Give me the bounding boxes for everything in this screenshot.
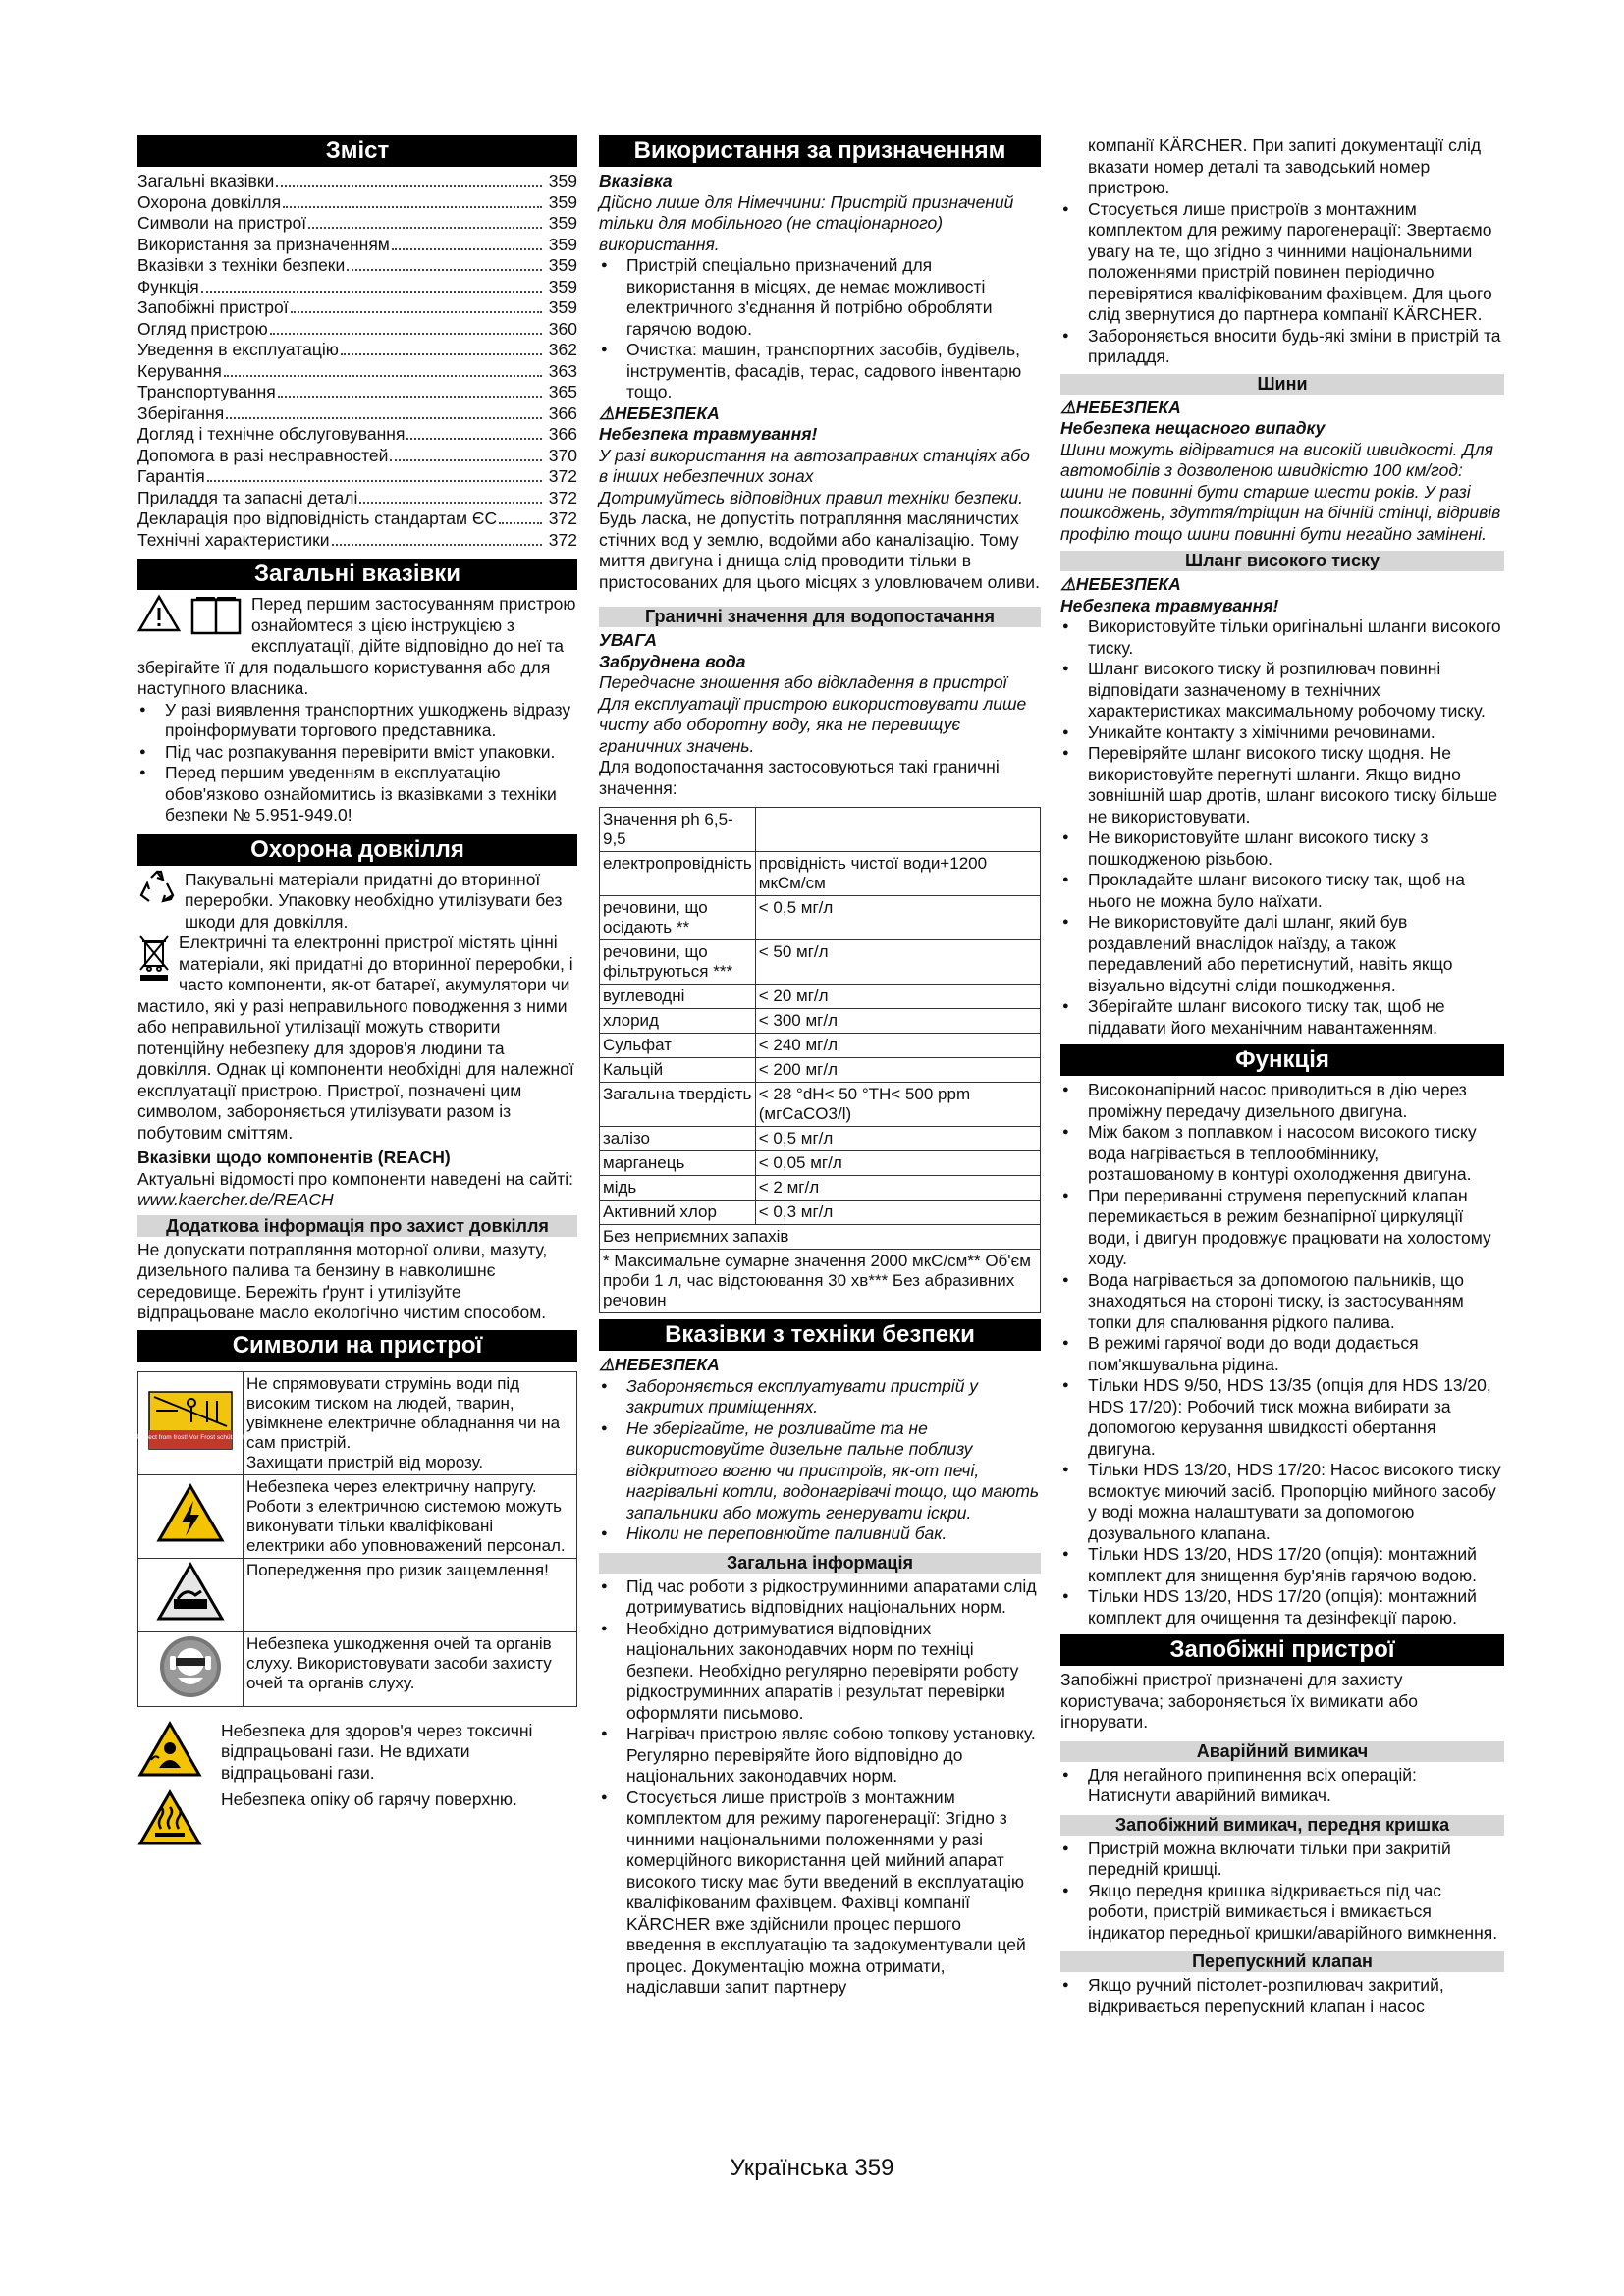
list-item: ● В режимі гарячої води до води додається пом'якшувальна рідина. xyxy=(1060,1333,1504,1375)
crossed-bin-icon xyxy=(137,933,171,988)
limit-value-cell: < 2 мг/л xyxy=(755,1176,1040,1201)
list-item: ● Не використовуйте далі шланг, який був роздавлений внаслідок наїзду, а також передавлений або перетиснутий, навіть якщо візуально відсутні сліди пошкодження. xyxy=(1060,912,1504,996)
use-title: Використання за призначенням xyxy=(599,135,1041,167)
cover-bullets xyxy=(1060,1839,1504,1945)
use-note-text: Дійсно лише для Німеччини: Пристрій призначений тільки для мобільного (не стаціонарного) використання. xyxy=(599,191,1014,254)
toc-entry-label: Догляд і технічне обслуговування xyxy=(137,424,406,444)
toc-entry-page: 370 xyxy=(548,445,577,465)
limits-caution-text: Передчасне зношення або відкладення в пристрої Для експлуатації пристрою використовувати лише чисту або оборотну воду, яка не перевищує граничних значень. xyxy=(599,672,1027,756)
manual-book-icon xyxy=(189,594,244,643)
toc-leader xyxy=(347,269,542,271)
crush-hazard-icon xyxy=(138,1558,244,1631)
toc-entry-page: 359 xyxy=(548,234,577,254)
list-item: ● Якщо ручний пістолет-розпилювач закритий, відкривається перепускний клапан і насос xyxy=(1060,1975,1504,2017)
toc-entry[interactable] xyxy=(137,297,577,319)
limit-parameter-cell: Кальцій xyxy=(600,1058,756,1083)
toc-leader xyxy=(406,438,542,440)
toc-entry-label: Декларація про відповідність стандартам ЄС xyxy=(137,508,498,528)
toc-entry-label: Вказівки з техніки безпеки xyxy=(137,255,346,275)
limit-parameter-cell: залізо xyxy=(600,1127,756,1151)
limit-value-cell: < 0,5 мг/л xyxy=(755,1127,1040,1151)
limits-table xyxy=(599,807,1041,1313)
limit-parameter-cell: вуглеводні xyxy=(600,985,756,1009)
limit-value-cell: < 240 мг/л xyxy=(755,1034,1040,1058)
toc-entry[interactable] xyxy=(137,255,577,277)
env-weee-text: Електричні та електронні пристрої містять цінні матеріали, які придатні до вторинної переробки, і часто компоненти, як-от батареї, акумулятори чи мастило, які у разі неправильного поводження з ними або неправильної утилізації можуть створити потенційну небезпеку для здоров'я людини та довкілля. Однак ці компоненти необхідні для належної експлуатації пристрою. Пристрої, позначені цим символом, забороняється утилізувати разом із побутовим сміттям. xyxy=(137,933,574,1143)
table-row xyxy=(600,808,1041,852)
toc-leader xyxy=(201,291,542,293)
estop-title: Аварійний вимикач xyxy=(1060,1741,1504,1762)
toc-entry-page: 366 xyxy=(548,402,577,423)
toc-entry-page: 372 xyxy=(548,487,577,507)
limits-footnote-cell: * Максимальне сумарне значення 2000 мкС/см** Об'єм проби 1 л, час відстоювання 30 хв*** Без абразивних речовин xyxy=(600,1250,1041,1313)
env-weee-block xyxy=(137,933,577,1144)
toc-entry[interactable] xyxy=(137,466,577,488)
toc-entry[interactable] xyxy=(137,446,577,467)
electric-hazard-icon xyxy=(138,1474,244,1558)
toc-entry-page: 359 xyxy=(548,255,577,275)
toc-entry-page: 359 xyxy=(548,213,577,233)
symbol-text: Не спрямовувати струмінь води під високим тиском на людей, тварин, увімкнене електричне обладнання чи на сам пристрій. Захищати пристрій від морозу. xyxy=(244,1371,577,1474)
limit-parameter-cell: електропровідність xyxy=(600,852,756,896)
list-item: ● Стосується лише пристроїв з монтажним комплектом для режиму парогенерації: Згідно з чинними національними положеннями у разі комерційного використання цей мийний апарат високого тиску має бути введений в експлуатацію кваліфікованим фахівцем. Фахівці компанії KÄRCHER вже здійснили процес першого введення в експлуатацію та задокументували цей процес. Документацію можна отримати, надіславши запит партнеру xyxy=(599,1788,1041,1999)
toc-leader xyxy=(332,544,542,546)
toc-entry[interactable] xyxy=(137,403,577,425)
use-danger-label: ⚠НЕБЕЗПЕКА xyxy=(599,402,720,423)
list-item: ● Між баком з поплавком і насосом високого тиску вода нагрівається в теплообміннику, розташованому в контурі охолодження двигуна. xyxy=(1060,1122,1504,1186)
toc-entry-label: Символи на пристрої xyxy=(137,213,307,233)
cover-switch-title: Запобіжний вимикач, передня кришка xyxy=(1060,1815,1504,1836)
use-danger-sub: Небезпека травмування! xyxy=(599,424,818,444)
column-3 xyxy=(1060,135,1504,2017)
list-item: ● Не зберігайте, не розливайте та не використовуйте дизельне пальне поблизу відкритого вогню чи пристроїв, як-от печі, нагрівальні котли, водонагрівачі тощо, що мають запальники або можуть генерувати іскри. xyxy=(599,1418,1041,1524)
env-title: Охорона довкілля xyxy=(137,834,577,866)
list-item: ● Перевіряйте шланг високого тиску щодня. Не використовуйте перегнуті шланги. Якщо видно зовнішній шар дротів, шланг високого тиску більше не використовувати. xyxy=(1060,743,1504,828)
function-title: Функція xyxy=(1060,1044,1504,1076)
toc-entry-page: 359 xyxy=(548,276,577,296)
bypass-bullets xyxy=(1060,1975,1504,2017)
table-row xyxy=(600,940,1041,985)
list-item: ● Уникайте контакту з хімічними речовинами. xyxy=(1060,722,1504,744)
toc-entry-label: Керування xyxy=(137,360,222,381)
toc-entry-label: Загальні вказівки xyxy=(137,171,275,190)
list-item: ● Не використовуйте шланг високого тиску з пошкодженою різьбою. xyxy=(1060,828,1504,870)
table-row xyxy=(600,1009,1041,1034)
limit-value-cell xyxy=(755,808,1040,852)
toc-entry-label: Використання за призначенням xyxy=(137,234,390,254)
toxic-gas-row xyxy=(137,1721,577,1785)
safety-gen-title: Загальна інформація xyxy=(599,1553,1041,1574)
column-1 xyxy=(137,135,577,1852)
list-item: ● Прокладайте шланг високого тиску так, щоб на нього не можна було наїхати. xyxy=(1060,870,1504,912)
limit-parameter-cell: мідь xyxy=(600,1176,756,1201)
table-row xyxy=(600,985,1041,1009)
list-item: ● Якщо передня кришка відкривається під час роботи, пристрій вимикається і вмикається індикатор передньої кришки/аварійного вимкнення. xyxy=(1060,1881,1504,1945)
env-extra-title: Додаткова інформація про захист довкілля xyxy=(137,1215,577,1237)
general-intro-text: Перед першим застосуванням пристрою ознайомтеся з цією інструкцією з експлуатації, дійте відповідно до неї та зберігайте її для подальшого користування або для наступного власника. xyxy=(137,594,576,698)
toc-entry-label: Уведення в експлуатацію xyxy=(137,340,339,359)
toc-entry-page: 363 xyxy=(548,360,577,381)
limit-parameter-cell: Сульфат xyxy=(600,1034,756,1058)
list-item: ● Високонапірний насос приводиться в дію через проміжну передачу дизельного двигуна. xyxy=(1060,1080,1504,1122)
toc-entry[interactable] xyxy=(137,361,577,383)
use-danger-text2: Дотримуйтесь відповідних правил техніки безпеки. xyxy=(599,487,1023,507)
reach-title: Вказівки щодо компонентів (REACH) xyxy=(137,1148,451,1167)
toc-entry[interactable] xyxy=(137,530,577,552)
toc-entry[interactable] xyxy=(137,382,577,403)
limit-value-cell: провідність чистої води+1200 мкСм/см xyxy=(755,852,1040,896)
limit-parameter-cell: марганець xyxy=(600,1151,756,1176)
toc-leader xyxy=(283,206,542,208)
list-item: ● Зберігайте шланг високого тиску так, щоб не піддавати його механічним навантаженням. xyxy=(1060,996,1504,1039)
reach-link[interactable]: www.kaercher.de/REACH xyxy=(137,1190,334,1209)
list-item: ● Використовуйте тільки оригінальні шланги високого тиску. xyxy=(1060,616,1504,659)
toc-leader xyxy=(207,480,542,482)
hose-danger-sub: Небезпека травмування! xyxy=(1060,595,1279,615)
list-item: ● Тільки HDS 9/50, HDS 13/35 (опція для HDS 13/20, HDS 17/20): Робочий тиск можна вибирати за допомогою керування швидкості обертання двигуна. xyxy=(1060,1375,1504,1460)
list-item: ● Шланг високого тиску й розпилювач повинні відповідати зазначеному в технічних характеристиках максимальному робочому тиску. xyxy=(1060,659,1504,722)
safety-danger-label: ⚠НЕБЕЗПЕКА xyxy=(599,1355,720,1374)
toc-leader xyxy=(341,353,542,355)
eye-ear-protection-icon xyxy=(138,1631,244,1706)
table-row xyxy=(600,1127,1041,1151)
limit-parameter-cell: хлорид xyxy=(600,1009,756,1034)
use-note-label: Вказівка xyxy=(599,171,673,190)
toc-entry-page: 360 xyxy=(548,318,577,339)
toc-entry-page: 362 xyxy=(548,340,577,359)
toc-leader xyxy=(270,333,542,335)
limit-parameter-cell: речовини, що осідають ** xyxy=(600,896,756,940)
warning-triangle-icon xyxy=(137,594,181,639)
toc-leader xyxy=(499,522,542,524)
toxic-gas-icon xyxy=(137,1721,221,1785)
symbol-text: Небезпека через електричну напругу. Роботи з електричною системою можуть виконувати тільки кваліфіковані електрики або уповноважений персонал. xyxy=(244,1474,577,1558)
toc-entry-label: Функція xyxy=(137,276,199,296)
toc-title: Зміст xyxy=(137,135,577,167)
tyres-danger-label: ⚠НЕБЕЗПЕКА xyxy=(1060,397,1181,417)
list-item: ● Пристрій спеціально призначений для використання в місцях, де немає можливості електричного з'єднання й потрібно обробляти гарячою водою. xyxy=(599,255,1041,340)
footer-language: Українська xyxy=(730,2155,848,2181)
table-row xyxy=(600,896,1041,940)
use-bullets xyxy=(599,255,1041,403)
symbols-title: Символи на пристрої xyxy=(137,1330,577,1362)
danger-triangle-icon: ⚠ xyxy=(599,402,615,423)
general-intro-block xyxy=(137,594,577,700)
limit-value-cell: < 20 мг/л xyxy=(755,985,1040,1009)
limits-plain-text: Для водопостачання застосовуються такі граничні значення: xyxy=(599,757,1000,798)
toc-entry[interactable] xyxy=(137,171,577,192)
recycle-icon xyxy=(137,870,177,913)
toc-entry[interactable] xyxy=(137,488,577,509)
list-item: ● Забороняється експлуатувати пристрій у закритих приміщеннях. xyxy=(599,1376,1041,1418)
symbol-row xyxy=(138,1631,577,1706)
table-row xyxy=(600,1058,1041,1083)
list-item: ● Для негайного припинення всіх операцій: Натиснути аварійний вимикач. xyxy=(1060,1765,1504,1807)
toc-leader xyxy=(226,417,542,419)
tyres-title: Шини xyxy=(1060,374,1504,395)
symbol-text: Небезпека ушкодження очей та органів слуху. Використовувати засоби захисту очей та органів слуху. xyxy=(244,1631,577,1706)
symbols-table xyxy=(137,1371,577,1707)
toc-leader xyxy=(224,375,542,377)
limits-odour-cell: Без неприємних запахів xyxy=(600,1225,1041,1250)
page-footer xyxy=(0,2155,1624,2181)
table-row xyxy=(600,1176,1041,1201)
safety-general-bullets xyxy=(599,1576,1041,1999)
toc-entry-label: Зберігання xyxy=(137,402,225,423)
toc-leader xyxy=(359,502,542,504)
symbol-row xyxy=(138,1558,577,1631)
limit-value-cell: < 0,5 мг/л xyxy=(755,896,1040,940)
symbol-row xyxy=(138,1474,577,1558)
toc-entry[interactable] xyxy=(137,508,577,530)
toc-leader xyxy=(278,396,542,398)
footer-page-number: 359 xyxy=(854,2155,894,2181)
list-item: ● Тільки HDS 13/20, HDS 17/20 (опція): монтажний комплект для знищення бур'янів гарячою водою. xyxy=(1060,1544,1504,1586)
table-row xyxy=(600,1250,1041,1313)
bypass-valve-title: Перепускний клапан xyxy=(1060,1951,1504,1972)
list-item: ● Під час розпакування перевірити вміст упаковки. xyxy=(137,742,577,764)
hot-surface-row xyxy=(137,1789,577,1852)
env-recycle-text: Пакувальні матеріали придатні до вторинної переробки. Упаковку необхідно утилізувати без шкоди для довкілля. xyxy=(185,869,563,932)
toc-entry-label: Транспортування xyxy=(137,382,276,401)
list-item: ● При переривaнні струменя перепускний клапан перемикається в режим безнапірної циркуляції води, і двигун продовжує працювати на холостому ходу. xyxy=(1060,1186,1504,1270)
toc-entry[interactable] xyxy=(137,319,577,341)
safety-bullets xyxy=(599,1376,1041,1545)
toc-entry[interactable] xyxy=(137,424,577,446)
safety-title: Вказівки з техніки безпеки xyxy=(599,1319,1041,1351)
svg-text:Protect from frost! Vor Frost: Protect from frost! Vor Frost schützen! xyxy=(136,1434,244,1441)
toc-entry-label: Приладдя та запасні деталі xyxy=(137,487,358,507)
list-item: ● Тільки HDS 13/20, HDS 17/20: Насос високого тиску всмоктує миючий засіб. Пропорцію мийного засобу у воді можна налаштувати за допомогою дозувального клапана. xyxy=(1060,1460,1504,1544)
reach-text: Актуальні відомості про компоненти наведені на сайті: www.kaercher.de/REACH xyxy=(137,1168,574,1209)
hose-bullets xyxy=(1060,616,1504,1039)
limit-value-cell: < 28 °dH< 50 °TH< 500 ppm (мгCaCO3/l) xyxy=(755,1083,1040,1127)
toc-entry-label: Огляд пристрою xyxy=(137,318,268,339)
use-plain-text: Будь ласка, не допустіть потрапляння масляничстих стічних вод у землю, водойми або каналізацію. Тому миття двигуна і днища слід проводити тільки в пристосованих для цього місцях з уловлювачем оливи. xyxy=(599,508,1040,592)
hose-title: Шланг високого тиску xyxy=(1060,551,1504,571)
table-row xyxy=(600,1151,1041,1176)
tyres-danger-sub: Небезпека нещасного випадку xyxy=(1060,418,1326,438)
protective-devices-text: Запобіжні пристрої призначені для захисту користувача; забороняється їх вимикати або ігнорувати. xyxy=(1060,1670,1418,1732)
env-recycle-block xyxy=(137,870,577,934)
toc-entry[interactable] xyxy=(137,340,577,361)
col3-bullets xyxy=(1060,199,1504,368)
symbol-row xyxy=(138,1371,577,1474)
toc-entry-page: 366 xyxy=(548,424,577,444)
column-2 xyxy=(599,135,1041,1999)
list-item: ● Тільки HDS 13/20, HDS 17/20 (опція): монтажний комплект для очищення та дезінфекції парою. xyxy=(1060,1586,1504,1629)
danger-triangle-icon: ⚠ xyxy=(1060,574,1076,594)
table-of-contents xyxy=(137,171,577,551)
toc-entry[interactable] xyxy=(137,277,577,298)
toc-entry-label: Гарантія xyxy=(137,466,205,486)
use-danger-text1: У разі використання на автозаправних станціях або в інших небезпечних зонах xyxy=(599,445,1030,486)
toc-entry-page: 372 xyxy=(548,508,577,528)
hot-surface-icon xyxy=(137,1789,221,1852)
limit-value-cell: < 300 мг/л xyxy=(755,1009,1040,1034)
limit-parameter-cell: речовини, що фільтруються *** xyxy=(600,940,756,985)
danger-triangle-icon: ⚠ xyxy=(1060,397,1076,417)
list-item: ● Ніколи не переповнюйте паливний бак. xyxy=(599,1523,1041,1545)
toc-entry-label: Допомога в разі несправностей xyxy=(137,445,389,465)
protective-devices-title: Запобіжні пристрої xyxy=(1060,1634,1504,1666)
estop-bullets xyxy=(1060,1765,1504,1807)
toc-entry-page: 372 xyxy=(548,466,577,486)
symbol-text: Попередження про ризик защемлення! xyxy=(244,1558,577,1631)
table-row xyxy=(600,1201,1041,1225)
general-title: Загальні вказівки xyxy=(137,559,577,590)
toc-entry-page: 359 xyxy=(548,191,577,212)
hot-surface-text: Небезпека опіку об гарячу поверхню. xyxy=(221,1789,517,1809)
limits-caution-sub: Забруднена вода xyxy=(599,651,746,671)
list-item: ● Перед першим уведенням в експлуатацію обов'язково ознайомитись із вказівками з техніки безпеки № 5.951-949.0! xyxy=(137,763,577,827)
toc-leader xyxy=(390,459,542,461)
toc-entry-label: Технічні характеристики xyxy=(137,529,330,550)
limit-value-cell: < 50 мг/л xyxy=(755,940,1040,985)
toc-leader xyxy=(392,248,542,250)
list-item: ● Забороняється вносити будь-які зміни в пристрій та приладдя. xyxy=(1060,326,1504,368)
table-row xyxy=(600,1083,1041,1127)
toc-entry[interactable] xyxy=(137,213,577,235)
toc-entry[interactable] xyxy=(137,235,577,256)
table-row xyxy=(600,1225,1041,1250)
limit-parameter-cell: Загальна твердість xyxy=(600,1083,756,1127)
limit-parameter-cell: Активний хлор xyxy=(600,1201,756,1225)
function-bullets xyxy=(1060,1080,1504,1629)
toc-entry-page: 359 xyxy=(548,297,577,317)
limits-caution-label: УВАГА xyxy=(599,630,657,650)
water-jet-warning-icon xyxy=(138,1371,244,1474)
hose-danger-label: ⚠НЕБЕЗПЕКА xyxy=(1060,574,1181,594)
continued-text: компанії KÄRCHER. При запиті документації слід вказати номер деталі та заводський номер пристрою. xyxy=(1088,135,1482,197)
list-item: ● У разі виявлення транспортних ушкоджень відразу проінформувати торгового представника. xyxy=(137,700,577,742)
toc-leader xyxy=(276,185,542,187)
danger-triangle-icon: ⚠ xyxy=(599,1355,615,1374)
limit-parameter-cell: Значення ph 6,5-9,5 xyxy=(600,808,756,852)
list-item: ● Очистка: машин, транспортних засобів, будівель, інструментів, фасадів, терас, садового інвентарю тощо. xyxy=(599,340,1041,403)
list-item: ● Вода нагрівається за допомогою пальників, що знаходяться на стороні тиску, із застосуванням топки для спалювання рідкого палива. xyxy=(1060,1270,1504,1334)
list-item: ● Пристрій можна включати тільки при закритій передній кришці. xyxy=(1060,1839,1504,1881)
table-row xyxy=(600,1034,1041,1058)
env-extra-text: Не допускати потрапляння моторної оливи, мазуту, дизельного палива та бензину в навколишнє середовище. Бережіть ґрунт і утилізуйте відпрацьоване масло екологічно чистим способом. xyxy=(137,1239,548,1322)
list-item: ● Під час роботи з рідкоструминними апаратами слід дотримуватись відповідних національних норм. xyxy=(599,1576,1041,1619)
limits-title: Граничні значення для водопостачання xyxy=(599,607,1041,627)
limit-value-cell: < 0,3 мг/л xyxy=(755,1201,1040,1225)
list-item: ● Стосується лише пристроїв з монтажним комплектом для режиму парогенерації: Звертаємо увагу на те, що згідно з чинними національними положеннями пристрій повинен періодично перевірятися кваліфікованим фахівцем. Для цього слід звернутися до партнера компанії KÄRCHER. xyxy=(1060,199,1504,326)
table-row xyxy=(600,852,1041,896)
toc-entry-label: Охорона довкілля xyxy=(137,191,282,212)
limit-value-cell: < 200 мг/л xyxy=(755,1058,1040,1083)
toc-entry-label: Запобіжні пристрої xyxy=(137,297,289,317)
limit-value-cell: < 0,05 мг/л xyxy=(755,1151,1040,1176)
toc-entry-page: 372 xyxy=(548,529,577,550)
list-item: ● Необхідно дотримуватися відповідних національних законодавчих норм по техніці безпеки. Необхідно регулярно перевіряти роботу рідкоструминних апаратів і результат перевірки оформляти письмово. xyxy=(599,1619,1041,1725)
toc-leader xyxy=(308,227,542,229)
toxic-gas-text: Небезпека для здоров'я через токсичні відпрацьовані гази. Не вдихати відпрацьовані гази. xyxy=(221,1720,533,1783)
general-bullets xyxy=(137,700,577,827)
toc-leader xyxy=(291,311,542,313)
toc-entry[interactable] xyxy=(137,192,577,214)
toc-entry-page: 359 xyxy=(548,171,577,190)
toc-entry-page: 365 xyxy=(548,382,577,401)
list-item: ● Нагрівач пристрою являє собою топкову установку. Регулярно перевіряйте його відповідно до національних законодавчих норм. xyxy=(599,1724,1041,1788)
tyres-text: Шини можуть відірватися на високій швидкості. Для автомобілів з дозволеною швидкістю 100 км/год: шини не повинні бути старше шести років. У разі пошкоджень, здуття/тріщин на бічній стінці, відривів профілю тощо шини повинні бути негайно замінені. xyxy=(1060,439,1501,544)
